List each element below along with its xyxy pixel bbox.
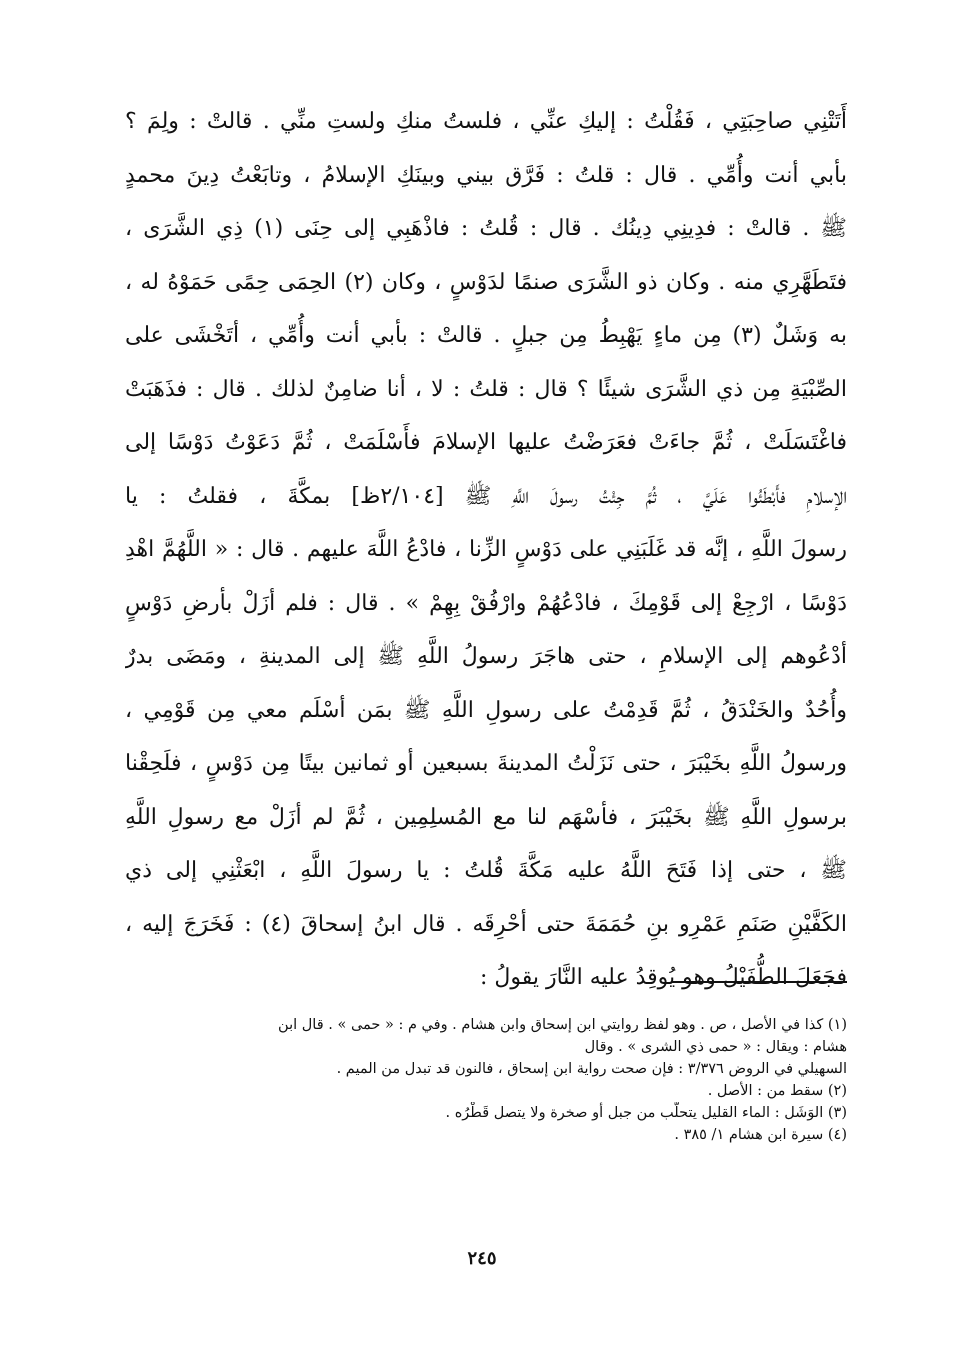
text-line: برسولِ اللَّهِ ﷺ بخَيْبَرَ ، فأسْهَم لنا مع المُسلِمِين ، ثُمَّ لم أزَلْ مع رسولِ اللَّهِ: [125, 804, 847, 830]
footnotes: [125, 1014, 847, 1146]
footnote-line: (٤) سيرة ابن هشام ١/ ٣٨٥ .: [674, 1127, 847, 1143]
text-line: فاغْتَسَلَتْ ، ثُمَّ جاءَتْ فعَرَضْتُ عليها الإسلامَ فأَسْلَمَتْ ، ثُمَّ دَعَوْتُ دَوْسًا إلى: [125, 430, 847, 455]
text-line: أَتَتْنِي صاحِبَتِي ، فَقُلْتُ : إليكِ عنِّي ، فلستُ منكِ ولستِ منِّي . قالتْ : ولِمَ ؟: [125, 109, 847, 134]
main-text: [125, 95, 847, 1005]
footnote-line: (٣) الوَشَل : الماء القليل يتحلَّب من جبل أو صخرة ولا يتصل قَطْرُه .: [445, 1105, 847, 1121]
text-line: الكَفَّيْنِ صَنَمِ عَمْرِو بنِ حُمَمَةَ حتى أحْرِقَه . قال ابنُ إسحاقَ (٤) : فَخَرَجَ إليه ،: [125, 911, 847, 937]
text-line: فتَطَهَّرِي منه . وكان ذو الشَّرَى صنمًا لدَوْسٍ ، وكان (٢) الحِمَى حِمًى حَمَوْهُ له ،: [125, 269, 847, 295]
footnote-line: (١) كذا في الأصل ، ص . وهو لفظ روايتي ابن إسحاق وابن هشام . وفي م : « حمى » . قال ابن: [278, 1017, 847, 1033]
footnote-line: هشام : ويقال : « حمى ذي الشرى » . وقال: [584, 1039, 847, 1055]
text-line: وأُحُدٌ والخَنْدَقُ ، ثُمَّ قَدِمْتُ على رسولِ اللَّهِ ﷺ بمَن أسْلَم معي مِن قَوْمِي ،: [125, 697, 847, 723]
text-line: دَوْسًا ، ارْجِعْ إلى قَوْمِكَ ، فادْعُهُمْ وارْفُقْ بِهِمْ » . قال : فلم أزَلْ بأرضِ دَوْسٍ: [125, 590, 847, 616]
footnote-separator: [672, 981, 847, 983]
text-line: الإسلامِ فأَبْطَئُوا عَلَيَّ ، ثُمَّ جِئْتُ رسولَ اللَّهِ ﷺ [٢/١٠٤ظ] بمكَّةَ ، فقلتُ : يا: [125, 483, 847, 509]
text-line: الصِّبْيَةِ مِن ذي الشَّرَى شيئًا ؟ قال : قلتُ : لا ، أنا ضامِنٌ لذلك . قال : فذَهَبَتْ: [125, 376, 847, 402]
page-number: ٢٤٥: [467, 1248, 497, 1269]
text-line: فجَعَلَ الطُّفَيْلُ وهو يُوقِدُ عليه النَّارَ يقولُ :: [479, 965, 847, 990]
text-line: بأبي أنت وأُمِّي . قال : قلتُ : فَرَّق بيني وبينَكِ الإسلامُ ، وتابَعْتُ دِينَ محمدٍ: [125, 162, 847, 188]
text-line: ﷺ . قالتْ : فدِينِي دِينُك . قال : قُلتُ : فاذْهَبِي إلى حِنَى (١) ذِي الشَّرَى ،: [125, 216, 847, 241]
text-line: ورسولُ اللَّهِ بخَيْبَرَ ، حتى نَزَلْتُ المدينةَ بسبعين أو ثمانين بيتًا مِن دَوْسٍ ، فلَحِقْنا: [125, 751, 847, 776]
text-line: ﷺ ، حتى إذا فَتَحَ اللَّهُ عليه مَكَّةَ قُلتُ : يا رسولَ اللَّهِ ، ابْعَثْنِي إلى ذي: [125, 858, 847, 883]
footnote-line: السهيلي في الروض ٣/٣٧٦ : فإن صحت رواية ابن إسحاق ، فالنون قد تبدل من الميم .: [336, 1061, 847, 1077]
text-line: رسولَ اللَّهِ ، إنَّه قد غَلَبَنِي على دَوْسٍ الزِّنا ، فادْعُ اللَّهَ عليهم . قال : « اللَّهُمَّ اهْدِ: [125, 537, 847, 562]
text-line: أدْعُوهم إلى الإسلامِ ، حتى هاجَرَ رسولُ اللَّهِ ﷺ إلى المدينةِ ، ومَضَى بدرٌ: [125, 644, 847, 669]
footnote-line: (٢) سقط من : الأصل .: [707, 1083, 847, 1099]
text-line: به وَشَلٌ (٣) مِن ماءٍ يَهْبِطُ مِن جبلٍ . قالتْ : بأبي أنت وأُمِّي ، أتَخْشَى على: [125, 323, 847, 348]
